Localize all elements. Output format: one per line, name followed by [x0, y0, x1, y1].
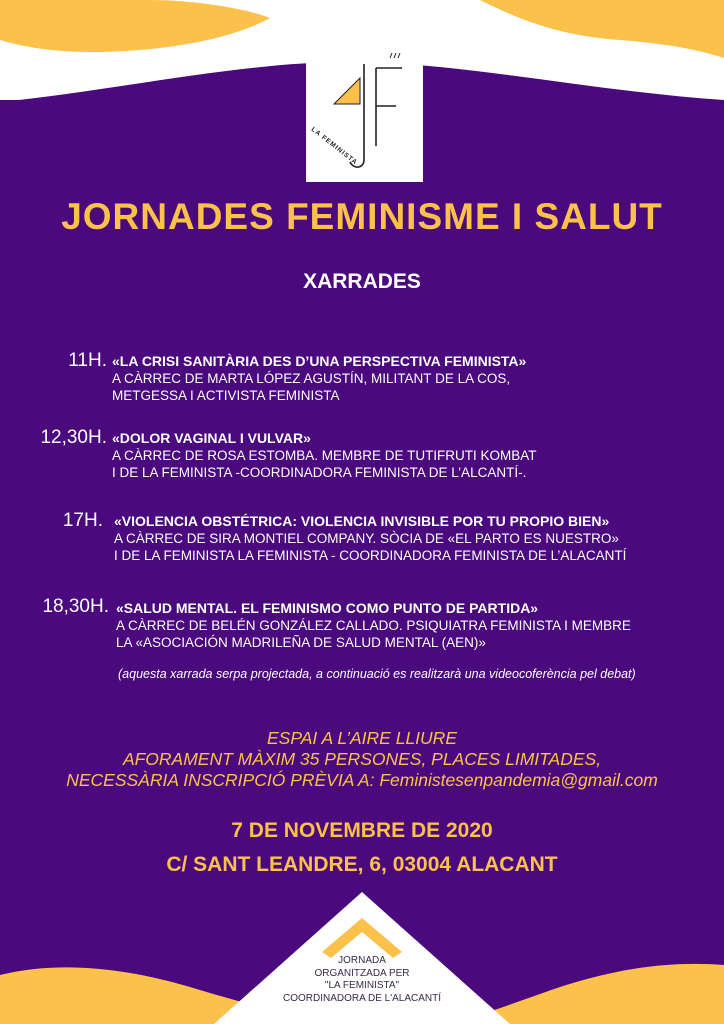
talk-time: 18,30H.: [42, 596, 109, 617]
talk-title: «VIOLENCIA OBSTÉTRICA: VIOLENCIA INVISIBLE POR TU PROPIO BIEN»: [114, 513, 610, 529]
info-line: AFORAMENT MÀXIM 35 PERSONES, PLACES LIMITADES,: [122, 749, 602, 769]
talk-title: «DOLOR VAGINAL I VULVAR»: [112, 430, 311, 446]
talk-line: I DE LA FEMINISTA -COORDINADORA FEMINISTA DE L’ALCANTÍ-.: [112, 465, 527, 480]
footer-line: COORDINADORA DE L'ALACANTÍ: [282, 992, 442, 1004]
event-date: 7 DE NOVEMBRE DE 2020: [231, 819, 493, 842]
talk-time: 12,30H.: [40, 427, 107, 448]
talk-line: I DE LA FEMINISTA LA FEMINISTA - COORDINADORA FEMINISTA DE L’ALACANTÍ: [114, 548, 627, 563]
talk-note: (aquesta xarrada serpa projectada, a continuació es realitzarà una videocoferència pel debat): [118, 667, 636, 681]
talk-line: A CÀRREC DE BELÉN GONZÁLEZ CALLADO. PSIQUIATRA FEMINISTA I MEMBRE: [116, 618, 631, 633]
talk-title: «LA CRISI SANITÀRIA DES D’UNA PERSPECTIVA FEMINISTA»: [112, 353, 527, 369]
talk-time: 11H.: [68, 350, 107, 371]
footer-line: ORGANITZADA PER: [314, 967, 410, 979]
info-line: ESPAI A L’AIRE LLIURE: [267, 728, 457, 748]
section-subtitle: XARRADES: [303, 270, 421, 293]
event-address: C/ SANT LEANDRE, 6, 03004 ALACANT: [166, 853, 558, 876]
talk-line: A CÀRREC DE MARTA LÓPEZ AGUSTÍN, MILITANT DE LA COS,: [112, 371, 511, 386]
event-info: [0, 728, 724, 791]
footer-line: JORNADA: [338, 955, 386, 966]
logo-mark-icon: [306, 34, 423, 182]
info-line: NECESSÀRIA INSCRIPCIÓ PRÈVIA A: Feministesenpandemia@gmail.com: [66, 770, 658, 790]
talk-title: «SALUD MENTAL. EL FEMINISMO COMO PUNTO DE PARTIDA»: [116, 600, 539, 616]
talk-line: METGESSA I ACTIVISTA FEMINISTA: [112, 388, 340, 403]
talk-line: A CÀRREC DE SIRA MONTIEL COMPANY. SÒCIA DE «EL PARTO ES NUESTRO»: [114, 531, 619, 546]
footer-line: "LA FEMINISTA": [324, 980, 400, 991]
la-feminista-logo: [306, 34, 423, 182]
logo-text: LA FEMINISTA: [309, 126, 359, 167]
page-title: JORNADES FEMINISME I SALUT: [61, 196, 663, 237]
organizer-credit: [270, 955, 454, 1005]
talk-line: A CÀRREC DE ROSA ESTOMBA. MEMBRE DE TUTIFRUTI KOMBAT: [112, 448, 537, 463]
talk-time: 17H.: [62, 510, 103, 531]
talk-line: LA «ASOCIACIÓN MADRILEÑA DE SALUD MENTAL (AEN)»: [116, 635, 486, 650]
